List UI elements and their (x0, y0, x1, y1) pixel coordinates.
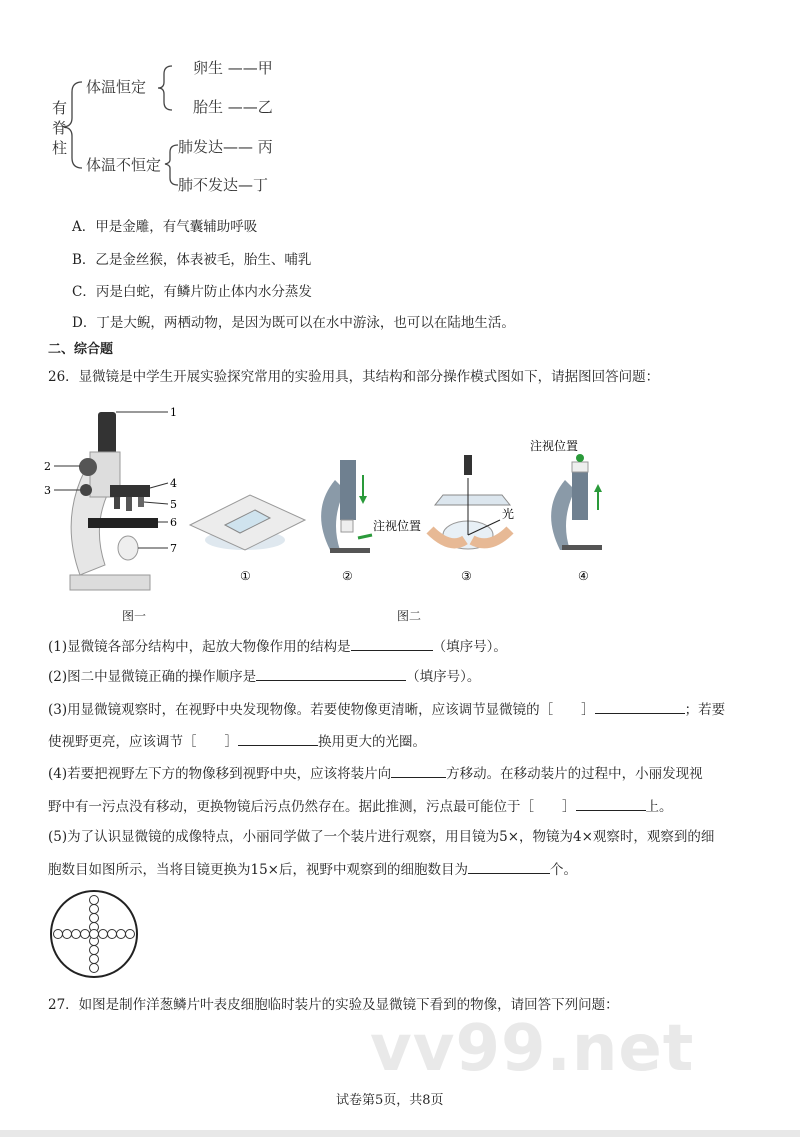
option-a: A．甲是金雕，有气囊辅助呼吸 (72, 219, 258, 235)
label-2: 2 (44, 460, 51, 473)
answer-blank-5[interactable] (468, 859, 550, 874)
fig1-caption: 图一 (122, 609, 147, 623)
step3-mirror-diagram (430, 455, 510, 549)
q26-part2: (2)图二中显微镜正确的操作顺序是 （填序号）。 (48, 666, 480, 686)
step2-microscope-diagram (321, 460, 372, 553)
q27-stem: 27．如图是制作洋葱鳞片叶表皮细胞临时装片的实验及显微镜下看到的物像，请回答下列问题： (48, 997, 619, 1013)
option-d: D．丁是大鲵，两栖动物，是因为既可以在水中游泳，也可以在陆地生活。 (72, 315, 515, 331)
q26-stem: 26．显微镜是中学生开展实验探究常用的实验用具，其结构和部分操作模式图如下，请据图回答问题： (48, 369, 660, 385)
label-3: 3 (44, 484, 51, 497)
label-6: 6 (170, 516, 177, 529)
fig2-caption: 图二 (397, 609, 422, 623)
tree-leaf-bing: 肺发达—— 丙 (178, 138, 273, 156)
answer-blank-3b[interactable] (238, 731, 318, 746)
page-edge (0, 1130, 800, 1137)
microscope-figure (40, 400, 680, 610)
light-label: 光 (502, 507, 515, 521)
answer-blank-2[interactable] (256, 666, 406, 681)
q26-part1: (1)显微镜各部分结构中，起放大物像作用的结构是 （填序号）。 (48, 636, 507, 656)
q26-part3-cont: 使视野更亮，应该调节［ ］ 换用更大的光圈。 (48, 731, 426, 751)
answer-blank-1[interactable] (351, 636, 433, 651)
label-4: 4 (170, 477, 177, 490)
tree-leaf-jia: 卵生 ——甲 (193, 59, 273, 77)
tree-root: 有脊柱 (52, 99, 68, 157)
q26-part3: (3)用显微镜观察时，在视野中央发现物像。若要使物像更清晰，应该调节显微镜的［ ］ ；若要 (48, 699, 725, 719)
page-footer: 试卷第5页，共8页 (336, 1093, 444, 1108)
option-c: C．丙是白蛇，有鳞片防止体内水分蒸发 (72, 284, 312, 300)
cell-field-of-view (48, 888, 140, 980)
gaze-label-step2: 注视位置 (373, 519, 422, 533)
label-1: 1 (170, 406, 177, 419)
option-b: B．乙是金丝猴，体表被毛，胎生、哺乳 (72, 252, 312, 268)
step-3: ③ (461, 569, 472, 583)
label-5: 5 (170, 498, 177, 511)
tree-leaf-ding: 肺不发达—丁 (178, 176, 269, 194)
tree-branch-constant: 体温恒定 (86, 78, 147, 96)
step-1: ① (240, 569, 251, 583)
step-4: ④ (578, 569, 589, 583)
q26-part4: (4)若要把视野左下方的物像移到视野中央，应该将装片向 方移动。在移动装片的过程中，小丽发现视 (48, 763, 703, 783)
answer-blank-4a[interactable] (391, 763, 446, 778)
tree-branch-variable: 体温不恒定 (86, 156, 162, 174)
q26-part5: (5)为了认识显微镜的成像特点，小丽同学做了一个装片进行观察，用目镜为5×，物镜为4×观察时，观察到的细 (48, 829, 715, 845)
label-7: 7 (170, 542, 177, 555)
step-2: ② (342, 569, 353, 583)
gaze-label-step4: 注视位置 (530, 439, 579, 453)
answer-blank-4b[interactable] (576, 796, 646, 811)
q26-part4-cont: 野中有一污点没有移动，更换物镜后污点仍然存在。据此推测，污点最可能位于［ ］ 上。 (48, 796, 673, 816)
q26-part5-cont: 胞数目如图所示，当将目镜更换为15×后，视野中观察到的细胞数目为 个。 (48, 859, 577, 879)
step4-microscope-diagram (551, 454, 602, 550)
tree-leaf-yi: 胎生 ——乙 (193, 98, 273, 116)
watermark: vv99.net (370, 1012, 695, 1086)
step1-slide-diagram (190, 495, 305, 550)
section-heading: 二、综合题 (48, 342, 114, 357)
answer-blank-3a[interactable] (595, 699, 685, 714)
microscope-diagram (54, 412, 168, 590)
